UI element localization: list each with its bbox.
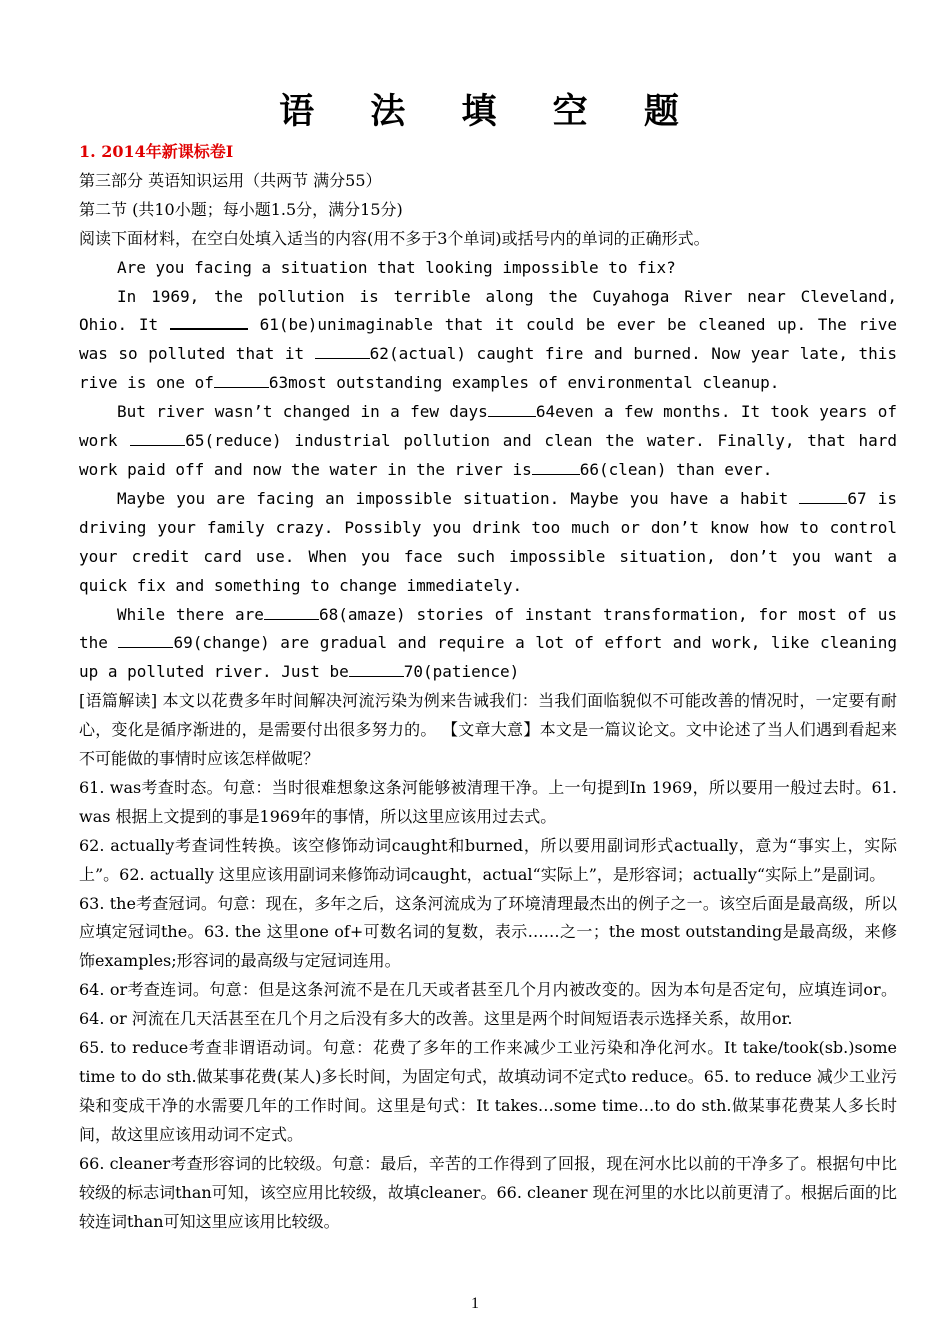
passage-text: 67 is driving your family crazy. Possibly you drink too much or don’t know how to control your credit card use. When you face such impossible situation, don’t you want a quick fix and something to change immediately. <box>79 488 897 595</box>
blank-62[interactable] <box>315 342 370 359</box>
passage-paragraph-4 <box>79 485 897 601</box>
passage-text: 66(clean) than ever. <box>579 459 773 479</box>
passage-text: 62(actual) caught fire and burned. Now year late, this rive is one of <box>79 344 898 393</box>
blank-68[interactable] <box>264 603 319 620</box>
passage-text: 70(patience) <box>403 662 520 682</box>
blank-70[interactable] <box>349 660 404 677</box>
answer-63: 63. the考查冠词。句意：现在，多年之后，这条河流成为了环境清理最杰出的例子之一。该空后面是最高级，所以应填定冠词the。63. the 这里one of+可数名词的复数，表示……之一；the most outstanding是最高级，来修饰examples;形容词的最高级与定冠词连用。 <box>79 893 897 971</box>
instruction-line: 第二节 (共10小题；每小题1.5分，满分15分) <box>79 199 403 219</box>
page-number: 1 <box>471 1295 479 1312</box>
passage-text: Maybe you are facing an impossible situation. Maybe you have a habit <box>117 488 800 508</box>
passage-paragraph-3 <box>79 398 897 485</box>
passage-text: 64even a few months. It took years of work <box>79 402 897 451</box>
answer-65: 65. to reduce考查非谓语动词。句意：花费了多年的工作来减少工业污染和净化河水。It take/took(sb.)some time to do sth.做某事花费(某人)多长时间，为固定句式，故填动词不定式to reduce。65. to reduce 减少工业污染和变成干净的水需要几年的工作时间。这里是句式：It takes…some time…to do sth.做某事花费某人多长时间，故这里应该用动词不定式。 <box>79 1038 897 1144</box>
blank-61[interactable] <box>170 312 248 330</box>
passage-text: 68(amaze) stories of instant transformation, for most of us the <box>79 604 897 653</box>
blank-69[interactable] <box>118 631 173 648</box>
blank-63[interactable] <box>214 371 269 388</box>
answer-66: 66. cleaner考查形容词的比较级。句意：最后，辛苦的工作得到了回报，现在河水比以前的干净多了。根据句中比较级的标志词than可知，该空应用比较级，故填cleaner。66. cleaner 现在河里的水比以前更清了。根据后面的比较连词than可知这里应该用比较级。 <box>79 1153 897 1231</box>
section-heading: 1. 2014年新课标卷I <box>79 142 234 161</box>
analysis-intro: [语篇解读] 本文以花费多年时间解决河流污染为例来告诫我们：当我们面临貌似不可能改善的情况时，一定要有耐心，变化是循序渐进的，是需要付出很多努力的。 【文章大意】本文是一篇议论文。文中论述了当人们遇到看起来不可能做的事情时应该怎样做呢？ <box>79 691 897 769</box>
blank-67[interactable] <box>799 487 847 504</box>
answer-64: 64. or考查连词。句意：但是这条河流不是在几天或者甚至几个月内被改变的。因为本句是否定句，应填连词or。64. or 河流在几天活甚至在几个月之后没有多大的改善。这里是两个时间短语表示选择关系，故用or. <box>79 980 897 1029</box>
passage-text: But river wasn’t changed in a few days <box>117 402 488 422</box>
content-body <box>79 138 897 1236</box>
passage-paragraph-5 <box>79 601 897 688</box>
passage-paragraph-2 <box>79 283 897 399</box>
passage-text: While there are <box>117 604 264 624</box>
passage-text: 61(be)unimaginable that it could be ever be cleaned up. The rive was so polluted that it <box>79 315 897 364</box>
answer-62: 62. actually考查词性转换。该空修饰动词caught和burned，所以要用副词形式actually，意为“事实上，实际上”。62. actually 这里应该用副词来修饰动词caught，actual“实际上”，是形容词；actually“实际上”是副词。 <box>79 835 897 884</box>
blank-65[interactable] <box>130 429 185 446</box>
blank-64[interactable] <box>488 400 536 417</box>
passage-paragraph-1: Are you facing a situation that looking impossible to fix? <box>117 257 676 277</box>
passage-text: In 1969, the pollution is terrible along the Cuyahoga River near Cleveland, Ohio. It <box>79 286 897 335</box>
instruction-line: 阅读下面材料，在空白处填入适当的内容(用不多于3个单词)或括号内的单词的正确形式。 <box>79 228 710 248</box>
instruction-line: 第三部分 英语知识运用（共两节 满分55） <box>79 170 382 190</box>
blank-66[interactable] <box>532 458 580 475</box>
passage-text: 63most outstanding examples of environmental cleanup. <box>268 373 780 393</box>
answer-61: 61. was考查时态。句意：当时很难想象这条河能够被清理干净。上一句提到In 1969，所以要用一般过去时。61. was 根据上文提到的事是1969年的事情，所以这里应该用过去式。 <box>79 777 897 826</box>
passage-text: 69(change) are gradual and require a lot of effort and work, like cleaning up a polluted river. Just be <box>79 633 898 682</box>
passage-text: 65(reduce) industrial pollution and clean the water. Finally, that hard work paid off and now the water in the river is <box>79 431 897 479</box>
page-title: 语 法 填 空 题 <box>279 91 701 132</box>
